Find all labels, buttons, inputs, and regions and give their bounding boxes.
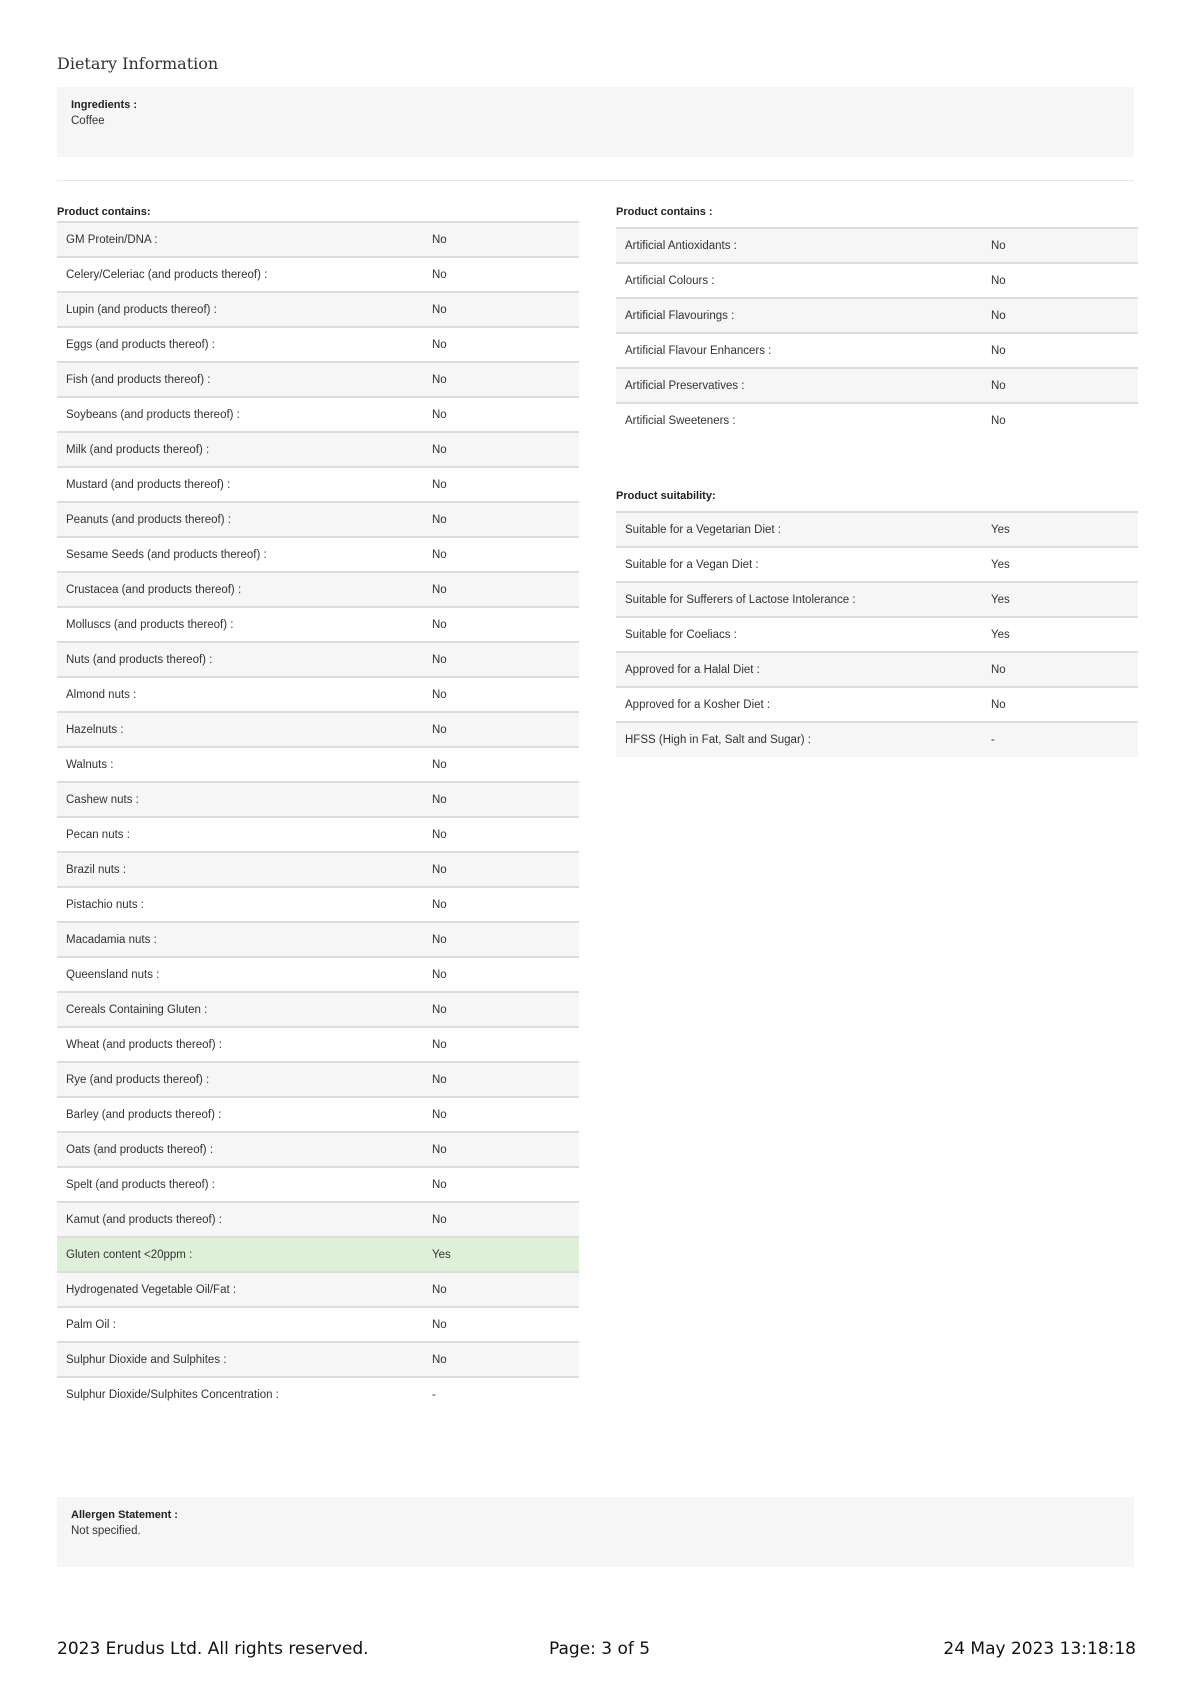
- allergens-row-label: Palm Oil :: [57, 1307, 423, 1342]
- additives-row-value: No: [982, 298, 1138, 333]
- allergens-row-value: No: [423, 1097, 579, 1132]
- allergens-row-label: Brazil nuts :: [57, 852, 423, 887]
- footer-copyright: 2023 Erudus Ltd. All rights reserved.: [57, 1639, 369, 1659]
- allergens-row: [57, 992, 579, 1027]
- allergens-row: [57, 1062, 579, 1097]
- allergens-row-label: Gluten content <20ppm :: [57, 1237, 423, 1272]
- allergen-statement-panel: [57, 1497, 1134, 1567]
- allergens-row: [57, 957, 579, 992]
- allergens-row: [57, 1097, 579, 1132]
- additives-row-label: Artificial Flavourings :: [616, 298, 982, 333]
- ingredients-value: Coffee: [71, 115, 105, 127]
- allergens-row-value: No: [423, 502, 579, 537]
- allergens-row: [57, 1167, 579, 1202]
- additives-row-value: No: [982, 333, 1138, 368]
- allergens-row-label: Rye (and products thereof) :: [57, 1062, 423, 1097]
- allergens-row-label: Celery/Celeriac (and products thereof) :: [57, 257, 423, 292]
- allergens-row-label: Crustacea (and products thereof) :: [57, 572, 423, 607]
- allergens-row: [57, 1342, 579, 1377]
- allergens-row: [57, 362, 579, 397]
- allergens-row-label: Mustard (and products thereof) :: [57, 467, 423, 502]
- allergens-row: [57, 782, 579, 817]
- additives-row-value: No: [982, 228, 1138, 263]
- suitability-row-label: Suitable for Coeliacs :: [616, 617, 982, 652]
- allergens-row-label: Peanuts (and products thereof) :: [57, 502, 423, 537]
- additives-row-label: Artificial Colours :: [616, 263, 982, 298]
- allergens-row: [57, 1307, 579, 1342]
- suitability-row-value: No: [982, 687, 1138, 722]
- allergens-row-value: No: [423, 537, 579, 572]
- allergens-row-value: No: [423, 957, 579, 992]
- suitability-row-label: Suitable for a Vegan Diet :: [616, 547, 982, 582]
- suitability-row-value: Yes: [982, 617, 1138, 652]
- allergens-row-label: Fish (and products thereof) :: [57, 362, 423, 397]
- allergens-row: [57, 432, 579, 467]
- allergens-row-value: No: [423, 1062, 579, 1097]
- allergens-row-value: No: [423, 677, 579, 712]
- allergens-row: [57, 467, 579, 502]
- allergens-row-label: Kamut (and products thereof) :: [57, 1202, 423, 1237]
- allergens-row-value: No: [423, 782, 579, 817]
- allergens-row-label: Wheat (and products thereof) :: [57, 1027, 423, 1062]
- allergens-row-value: No: [423, 992, 579, 1027]
- allergens-row-label: Sulphur Dioxide/Sulphites Concentration :: [57, 1377, 423, 1412]
- suitability-row-value: Yes: [982, 582, 1138, 617]
- suitability-row-value: No: [982, 652, 1138, 687]
- suitability-row: [616, 722, 1138, 757]
- allergens-row-label: Barley (and products thereof) :: [57, 1097, 423, 1132]
- additives-heading: Product contains :: [616, 206, 713, 218]
- allergens-row: [57, 887, 579, 922]
- allergens-row-label: Milk (and products thereof) :: [57, 432, 423, 467]
- allergens-row-label: Molluscs (and products thereof) :: [57, 607, 423, 642]
- additives-row: [616, 403, 1138, 438]
- allergens-row-value: No: [423, 852, 579, 887]
- allergens-row-value: No: [423, 1027, 579, 1062]
- suitability-row: [616, 512, 1138, 547]
- allergens-row: [57, 327, 579, 362]
- allergens-row-label: Pistachio nuts :: [57, 887, 423, 922]
- allergens-row: [57, 1132, 579, 1167]
- allergen-statement-value: Not specified.: [71, 1525, 141, 1537]
- additives-row: [616, 298, 1138, 333]
- suitability-row-label: Suitable for a Vegetarian Diet :: [616, 512, 982, 547]
- allergens-row-value: No: [423, 362, 579, 397]
- ingredients-panel: [57, 87, 1134, 157]
- allergens-row-value: No: [423, 467, 579, 502]
- allergens-row: [57, 712, 579, 747]
- allergens-row-label: Walnuts :: [57, 747, 423, 782]
- section-divider: [57, 180, 1134, 181]
- allergens-row-value: No: [423, 1307, 579, 1342]
- allergens-row-value: No: [423, 432, 579, 467]
- allergens-row: [57, 537, 579, 572]
- suitability-row-label: Approved for a Halal Diet :: [616, 652, 982, 687]
- allergens-row: [57, 572, 579, 607]
- allergens-row: [57, 922, 579, 957]
- allergens-row-value: No: [423, 747, 579, 782]
- page-title: Dietary Information: [57, 54, 219, 73]
- ingredients-label: Ingredients :: [71, 99, 138, 111]
- allergens-row-label: Queensland nuts :: [57, 957, 423, 992]
- allergens-row-value: No: [423, 817, 579, 852]
- allergens-row: [57, 677, 579, 712]
- suitability-row-label: HFSS (High in Fat, Salt and Sugar) :: [616, 722, 982, 757]
- suitability-row-value: Yes: [982, 512, 1138, 547]
- footer-page-number: Page: 3 of 5: [549, 1639, 651, 1659]
- allergens-row-value: No: [423, 397, 579, 432]
- allergens-row-value: No: [423, 922, 579, 957]
- additives-row-label: Artificial Flavour Enhancers :: [616, 333, 982, 368]
- allergens-row-label: Sulphur Dioxide and Sulphites :: [57, 1342, 423, 1377]
- allergens-row: [57, 257, 579, 292]
- allergens-table: [57, 221, 579, 1412]
- allergens-row: [57, 1202, 579, 1237]
- allergens-row: [57, 397, 579, 432]
- suitability-row-value: -: [982, 722, 1138, 757]
- allergens-row-value: No: [423, 1272, 579, 1307]
- allergens-row-value: No: [423, 257, 579, 292]
- allergens-row-label: Oats (and products thereof) :: [57, 1132, 423, 1167]
- allergens-row-value: No: [423, 1167, 579, 1202]
- allergens-row-label: Pecan nuts :: [57, 817, 423, 852]
- allergens-row-value: No: [423, 887, 579, 922]
- additives-row: [616, 368, 1138, 403]
- allergens-row-label: Hazelnuts :: [57, 712, 423, 747]
- allergens-row-label: Almond nuts :: [57, 677, 423, 712]
- allergens-row: [57, 1027, 579, 1062]
- allergens-row: [57, 502, 579, 537]
- allergens-row-value: No: [423, 1202, 579, 1237]
- suitability-row-value: Yes: [982, 547, 1138, 582]
- allergens-row-label: Macadamia nuts :: [57, 922, 423, 957]
- allergens-row-value: -: [423, 1377, 579, 1412]
- allergens-row-label: Soybeans (and products thereof) :: [57, 397, 423, 432]
- allergens-row-value: No: [423, 327, 579, 362]
- allergens-row: [57, 817, 579, 852]
- allergens-heading: Product contains:: [57, 206, 151, 218]
- additives-row-value: No: [982, 403, 1138, 438]
- allergens-row: [57, 607, 579, 642]
- allergens-row-value: No: [423, 1132, 579, 1167]
- additives-row: [616, 263, 1138, 298]
- allergens-row: [57, 747, 579, 782]
- allergens-row: [57, 292, 579, 327]
- allergens-row: [57, 1272, 579, 1307]
- additives-row-label: Artificial Antioxidants :: [616, 228, 982, 263]
- additives-row-label: Artificial Sweeteners :: [616, 403, 982, 438]
- allergens-row-value: No: [423, 642, 579, 677]
- suitability-row: [616, 652, 1138, 687]
- suitability-heading: Product suitability:: [616, 490, 716, 502]
- allergens-row-label: Hydrogenated Vegetable Oil/Fat :: [57, 1272, 423, 1307]
- additives-row-value: No: [982, 263, 1138, 298]
- additives-row: [616, 228, 1138, 263]
- allergens-row-value: Yes: [423, 1237, 579, 1272]
- allergens-row-label: Cashew nuts :: [57, 782, 423, 817]
- additives-table: [616, 227, 1138, 438]
- allergens-row-value: No: [423, 222, 579, 257]
- allergens-row-label: Nuts (and products thereof) :: [57, 642, 423, 677]
- allergens-row-label: Spelt (and products thereof) :: [57, 1167, 423, 1202]
- additives-row: [616, 333, 1138, 368]
- suitability-row: [616, 547, 1138, 582]
- allergens-row: [57, 1377, 579, 1412]
- footer-timestamp: 24 May 2023 13:18:18: [943, 1639, 1136, 1659]
- suitability-row: [616, 687, 1138, 722]
- allergens-row: [57, 222, 579, 257]
- suitability-row-label: Suitable for Sufferers of Lactose Intolerance :: [616, 582, 982, 617]
- suitability-row: [616, 582, 1138, 617]
- allergens-row: [57, 642, 579, 677]
- allergen-statement-label: Allergen Statement :: [71, 1509, 178, 1521]
- suitability-row-label: Approved for a Kosher Diet :: [616, 687, 982, 722]
- allergens-row-value: No: [423, 607, 579, 642]
- additives-row-label: Artificial Preservatives :: [616, 368, 982, 403]
- additives-row-value: No: [982, 368, 1138, 403]
- allergens-row: [57, 852, 579, 887]
- allergens-row-value: No: [423, 712, 579, 747]
- allergens-row-label: Lupin (and products thereof) :: [57, 292, 423, 327]
- allergens-row-value: No: [423, 572, 579, 607]
- allergens-row-label: Cereals Containing Gluten :: [57, 992, 423, 1027]
- allergens-row-value: No: [423, 1342, 579, 1377]
- allergens-row-label: Eggs (and products thereof) :: [57, 327, 423, 362]
- suitability-row: [616, 617, 1138, 652]
- suitability-table: [616, 511, 1138, 757]
- allergens-row: [57, 1237, 579, 1272]
- allergens-row-value: No: [423, 292, 579, 327]
- allergens-row-label: Sesame Seeds (and products thereof) :: [57, 537, 423, 572]
- allergens-row-label: GM Protein/DNA :: [57, 222, 423, 257]
